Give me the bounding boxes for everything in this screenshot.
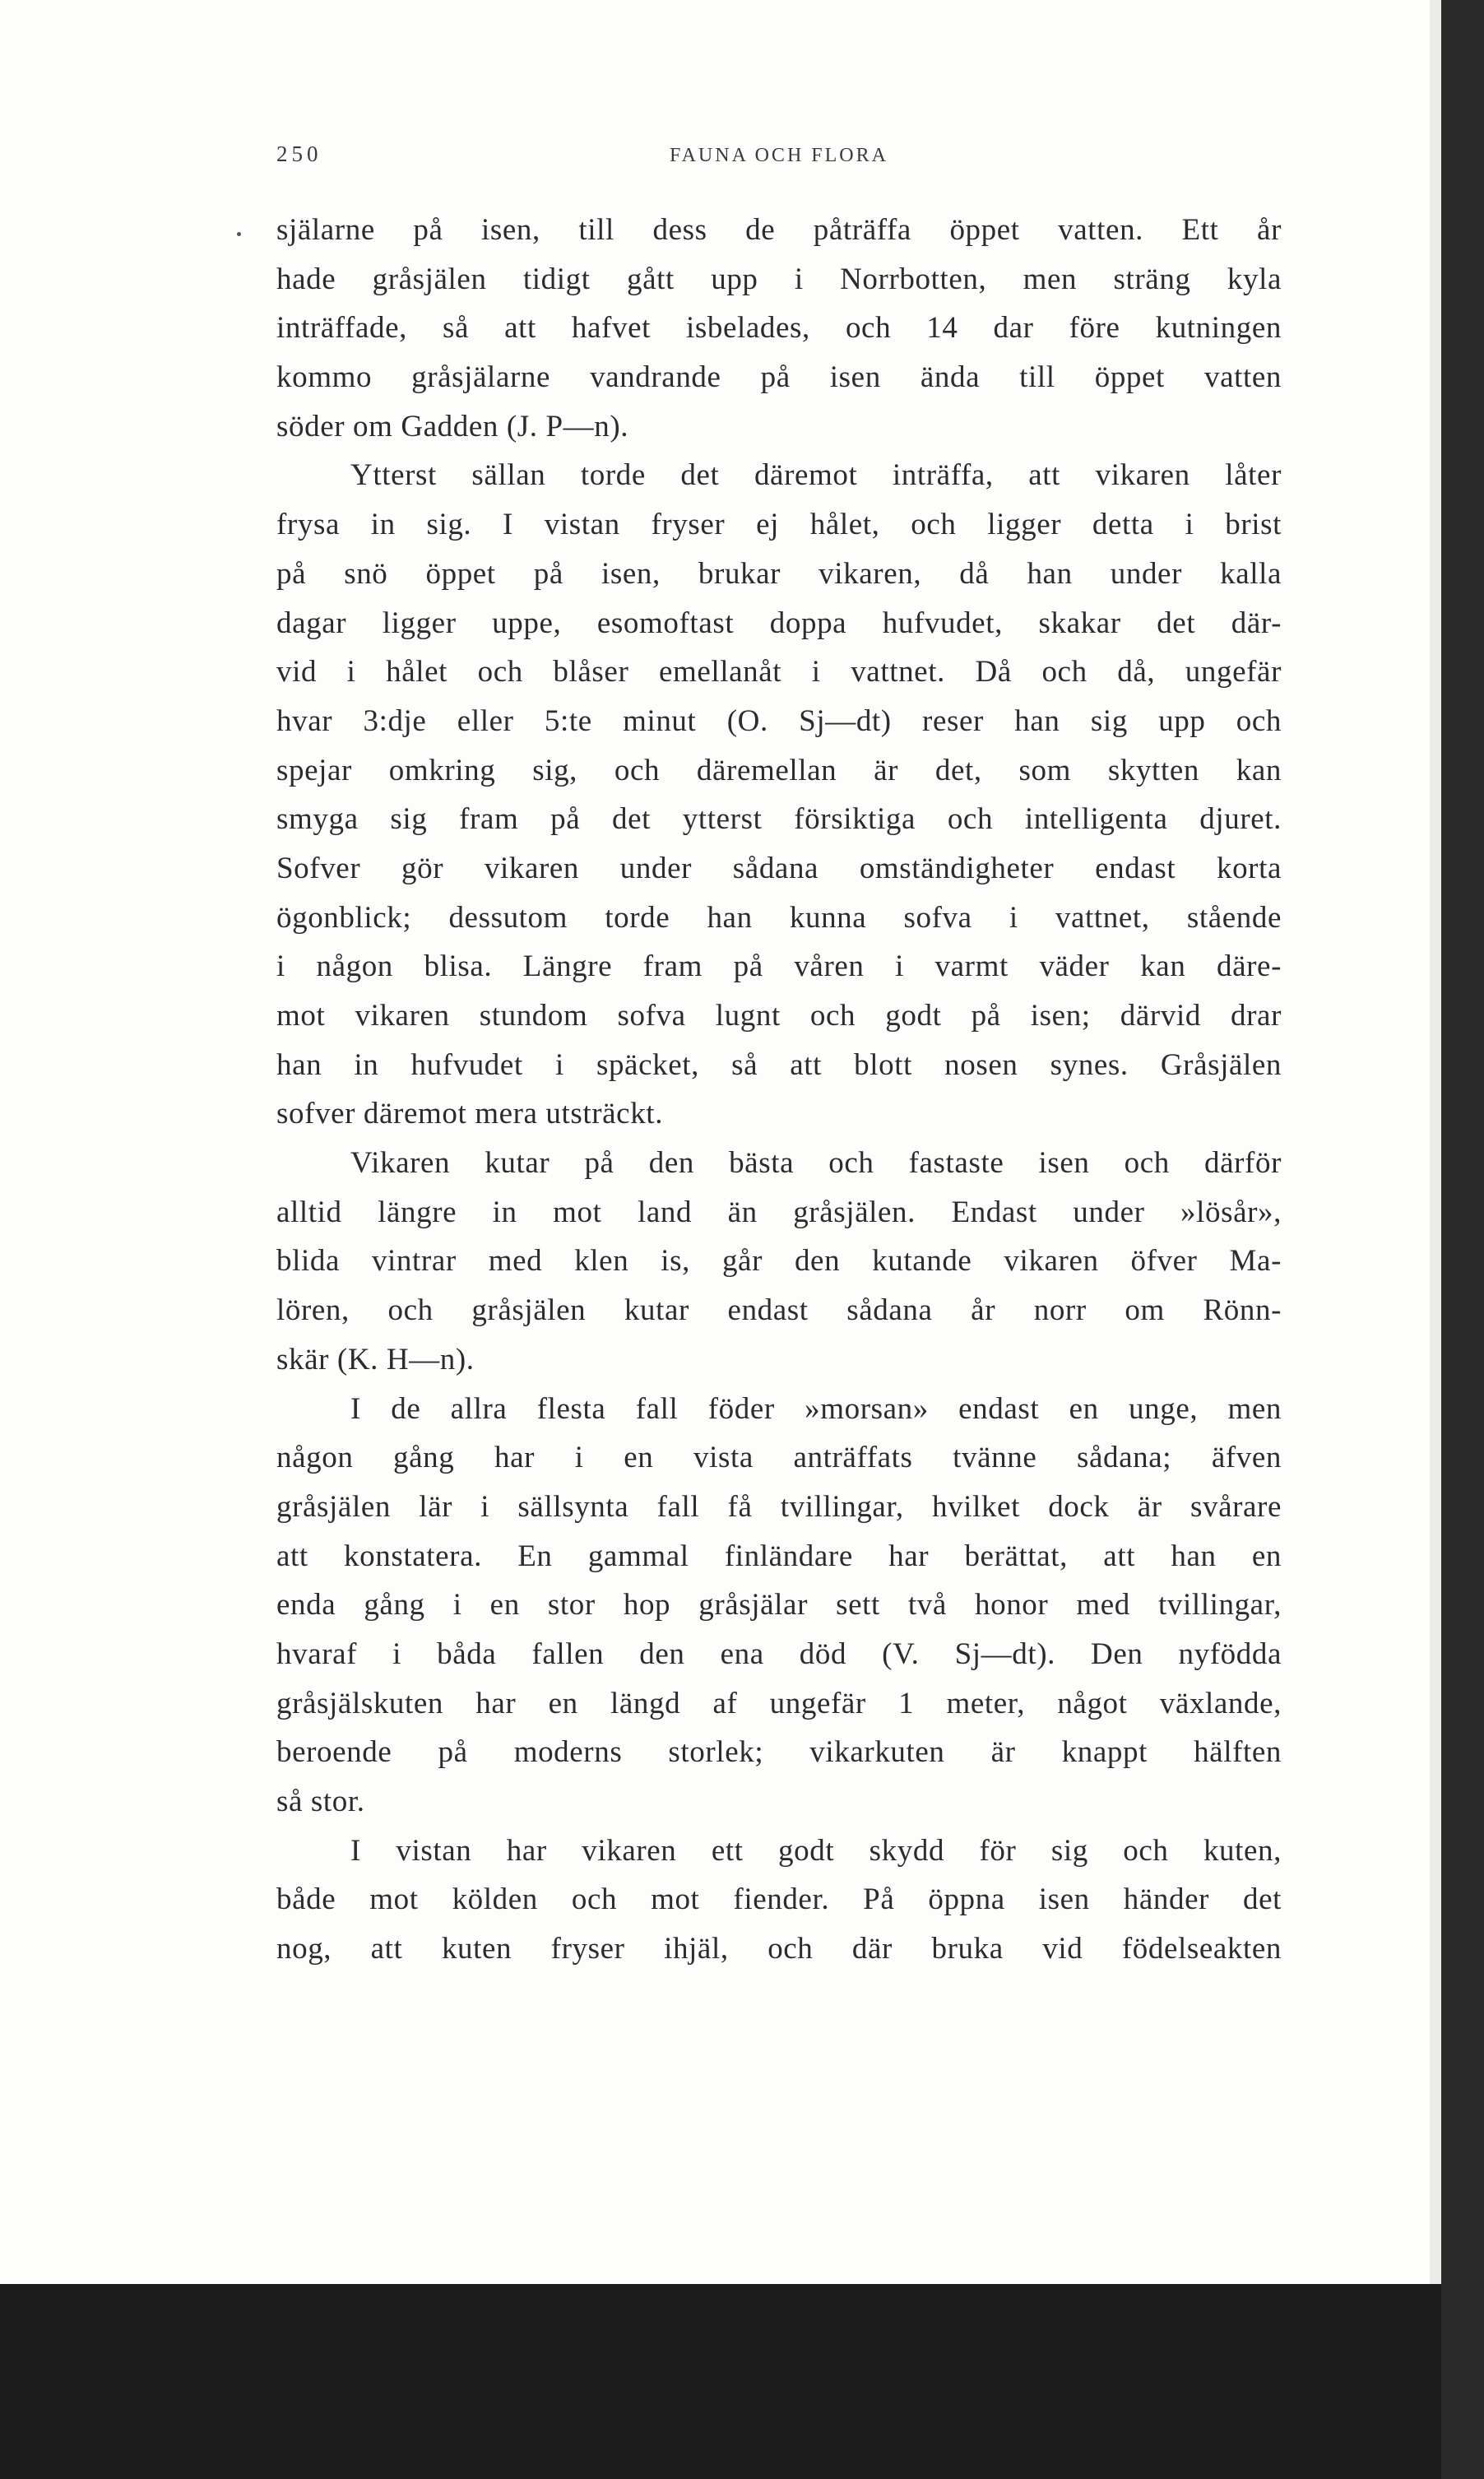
text-line: beroende på moderns storlek; vikarkuten är knappt hälften — [276, 1735, 1282, 1770]
text-line: så stor. — [276, 1785, 365, 1818]
paragraph-start-line: Vikaren kutar på den bästa och fastaste isen och därför — [350, 1146, 1282, 1181]
text-line: blida vintrar med klen is, går den kutande vikaren öfver Ma- — [276, 1244, 1282, 1279]
scan-speck — [237, 232, 241, 236]
text-line: smyga sig fram på det ytterst försiktiga och intelligenta djuret. — [276, 802, 1282, 837]
text-line: dagar ligger uppe, esomoftast doppa hufvudet, skakar det där- — [276, 606, 1282, 640]
text-line: sofver däremot mera utsträckt. — [276, 1097, 664, 1131]
text-line: någon gång har i en vista anträffats tvänne sådana; äfven — [276, 1441, 1282, 1475]
text-line: Sofver gör vikaren under sådana omständigheter endast korta — [276, 851, 1282, 885]
paragraph-start-line: Ytterst sällan torde det däremot inträffa, att vikaren låter — [350, 458, 1282, 493]
scan-border — [1441, 0, 1484, 2479]
text-line: att konstatera. En gammal finländare har berättat, att han en — [276, 1539, 1282, 1573]
text-line: gråsjälskuten har en längd af ungefär 1 meter, något växlande, — [276, 1686, 1282, 1720]
text-line: vid i hålet och blåser emellanåt i vattnet. Då och då, ungefär — [276, 655, 1282, 689]
paragraph-start-line: I vistan har vikaren ett godt skydd för sig och kuten, — [350, 1833, 1282, 1868]
text-line: söder om Gadden (J. P—n). — [276, 409, 629, 443]
text-line: alltid längre in mot land än gråsjälen. Endast under »lösår», — [276, 1195, 1282, 1229]
text-line: ögonblick; dessutom torde han kunna sofva i vattnet, stående — [276, 900, 1282, 935]
text-line: frysa in sig. I vistan fryser ej hålet, och ligger detta i brist — [276, 508, 1282, 542]
page-number: 250 — [276, 142, 322, 166]
text-line: spejar omkring sig, och däremellan är det, som skytten kan — [276, 753, 1282, 787]
text-line: inträffade, så att hafvet isbelades, och 14 dar före kutningen — [276, 311, 1282, 346]
scan-margin — [1430, 0, 1441, 2479]
text-line: själarne på isen, till dess de påträffa öppet vatten. Ett år — [276, 213, 1282, 247]
text-line: lören, och gråsjälen kutar endast sådana år norr om Rönn- — [276, 1293, 1282, 1328]
text-line: både mot kölden och mot fiender. På öppna isen händer det — [276, 1882, 1282, 1917]
text-line: hade gråsjälen tidigt gått upp i Norrbotten, men sträng kyla — [276, 262, 1282, 296]
text-line: i någon blisa. Längre fram på våren i varmt väder kan däre- — [276, 949, 1282, 984]
text-line: han in hufvudet i späcket, så att blott nosen synes. Gråsjälen — [276, 1047, 1282, 1082]
text-line: kommo gråsjälarne vandrande på isen ända till öppet vatten — [276, 360, 1282, 395]
text-line: hvar 3:dje eller 5:te minut (O. Sj—dt) reser han sig upp och — [276, 703, 1282, 738]
text-line: på snö öppet på isen, brukar vikaren, då han under kalla — [276, 556, 1282, 591]
paragraph-start-line: I de allra flesta fall föder »morsan» endast en unge, men — [350, 1391, 1282, 1426]
text-line: hvaraf i båda fallen den ena död (V. Sj—dt). Den nyfödda — [276, 1636, 1282, 1671]
text-line: enda gång i en stor hop gråsjälar sett två honor med tvillingar, — [276, 1588, 1282, 1622]
running-title: FAUNA OCH FLORA — [670, 145, 888, 166]
page-header — [276, 142, 1282, 174]
scan-background — [0, 2284, 1441, 2479]
text-line: gråsjälen lär i sällsynta fall få tvillingar, hvilket dock är svårare — [276, 1489, 1282, 1524]
text-line: mot vikaren stundom sofva lugnt och godt på isen; därvid drar — [276, 999, 1282, 1033]
text-line: skär (K. H—n). — [276, 1342, 475, 1376]
body-text — [276, 206, 1282, 1974]
text-line: nog, att kuten fryser ihjäl, och där bruka vid födelseakten — [276, 1932, 1282, 1966]
